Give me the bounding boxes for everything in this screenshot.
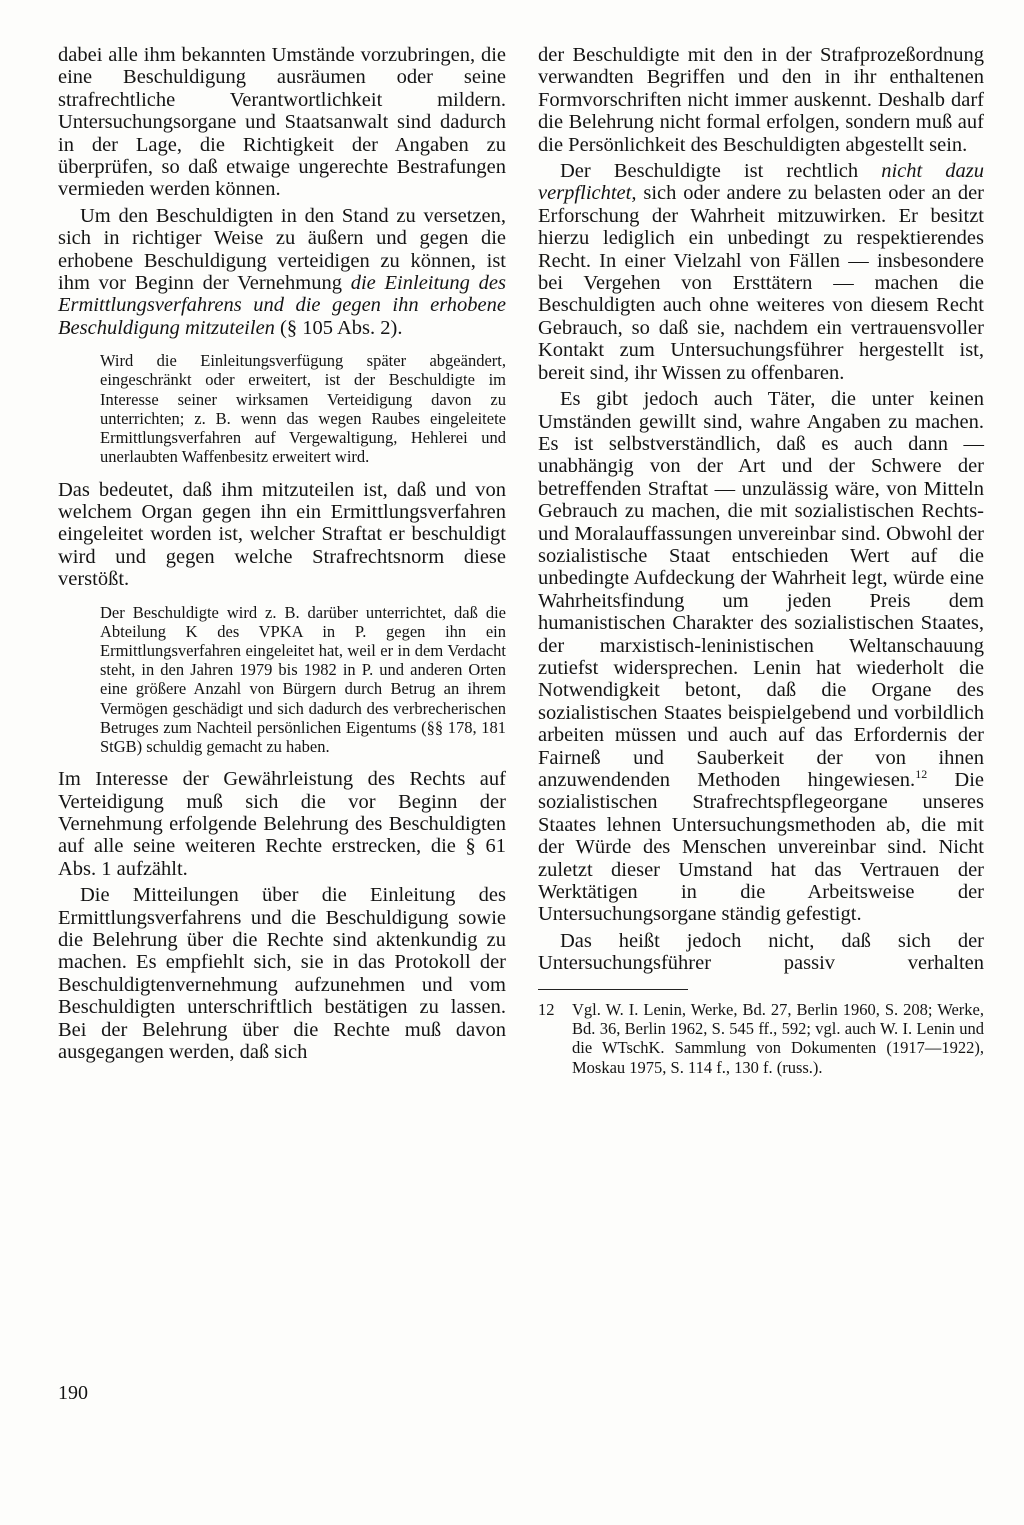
paragraph-text: sich oder andere zu belasten oder an der Erforschung der Wahrheit mitzuwirken. Er besitzt hierzu lediglich ein unbedingt zu respektierendes Recht. In einer Vielzahl von Fällen — insbesondere bei Vergehen von Ersttätern — machen die Beschuldigten auch ohne weiteres von diesem Recht Gebrauch, so daß sie, nachdem ein vertrauensvoller Kontakt zum Untersuchungsführer hergestellt ist, bereit sind, ihr Wissen zu offenbaren. [538,182,984,384]
footnote [538,1000,984,1077]
paragraph [58,205,506,339]
paragraph: Das heißt jedoch nicht, daß sich der Untersuchungsführer passiv verhalten [538,929,984,975]
left-column [58,44,506,1063]
footnote-number: 12 [538,999,555,1019]
right-column [538,44,984,1077]
paragraph: Das bedeutet, daß ihm mitzuteilen ist, daß und von welchem Organ gegen ihn ein Ermittlungsverfahren eingeleitet worden ist, welcher Straftat er beschuldigt wird und gegen welche Strafrechtsnorm diese verstößt. [58,478,506,591]
example-note: Wird die Einleitungsverfügung später abgeändert, eingeschränkt oder erweitert, ist der Beschuldigte im Interesse seiner wirksamen Verteidigung davon zu unterrichten; z. B. wenn das wegen Raubes eingeleitete Ermittlungsverfahren auf Vergewaltigung, Hehlerei und unerlaubten Waffenbesitz erweitert wird. [100,351,506,467]
example-note: Der Beschuldigte wird z. B. darüber unterrichtet, daß die Abteilung K des VPKA in P. gegen ihn ein Ermittlungsverfahren eingeleitet hat, weil er in dem Verdacht steht, in den Jahren 1979 bis 1982 in P. und anderen Orten eine größere Anzahl von Bürgern durch Betrug an ihrem Vermögen geschädigt und sich dadurch des verbrecherischen Betruges zum Nachteil persönlichen Eigentums (§§ 178, 181 StGB) schuldig gemacht zu haben. [100,602,506,756]
paragraph: dabei alle ihm bekannten Umstände vorzubringen, die eine Beschuldigung ausräumen oder seine strafrechtliche Verantwortlichkeit mildern. Untersuchungsorgane und Staatsanwalt sind dadurch in der Lage, die Richtigkeit der Angaben zu überprüfen, so daß etwaige ungerechte Bestrafungen vermieden werden können. [58,44,506,201]
paragraph: Im Interesse der Gewährleistung des Rechts auf Verteidigung muß sich die vor Beginn der Vernehmung erfolgende Belehrung des Beschuldigten auf alle seine weiteren Rechte erstrecken, die § 61 Abs. 1 aufzählt. [58,768,506,880]
footnote-reference: 12 [915,767,928,782]
paragraph-text: Es gibt jedoch auch Täter, die unter keinen Umständen gewillt sind, wahre Angaben zu machen. Es ist selbstverständlich, daß es auch dann —unabhängig von der Art und der Schwere der betreffenden Straftat — unzulässig wäre, von Mitteln Gebrauch zu machen, die mit sozialistischen Rechts- und Moralauffassungen unvereinbar sind. Obwohl der sozialistische Staat entschieden Wert auf die unbedingte Aufdeckung der Wahrheit legt, würde eine Wahrheitsfindung um jeden Preis dem humanistischen Charakter des sozialistischen Staates, der marxistisch-leninistischen Weltanschauung zutiefst widersprechen. Lenin hat wiederholt die Notwendigkeit betont, daß die Organe des sozialistischen Staates beispielgebend und vorbildlich arbeiten müssen und auch auf das Erfordernis der Fairneß und Sauberkeit der von ihnen anzuwendenden Methoden hingewiesen. [538,388,984,791]
footnote-text: Vgl. W. I. Lenin, Werke, Bd. 27, Berlin 1960, S. 208; Werke, Bd. 36, Berlin 1962, S. 545 ff., 592; vgl. auch W. I. Lenin und die WTschK. Sammlung von Dokumenten (1917—1922), Moskau 1975, S. 114 f., 130 f. (russ.). [572,999,984,1077]
emphasis-text: die Einleitung des Ermittlungsverfahrens und die gegen ihn erhobene Beschuldigung mitzuteilen [58,272,506,339]
paragraph-text: (§ 105 Abs. 2). [274,316,403,339]
footnote-divider [538,989,688,990]
paragraph [538,160,984,384]
paragraph-text: Um den Beschuldigten in den Stand zu versetzen, sich in richtiger Weise zu äußern und gegen die erhobene Beschuldigung verteidigen zu können, ist ihm vor Beginn der Vernehmung [58,204,506,295]
paragraph: Die Mitteilungen über die Einleitung des Ermittlungsverfahrens und die Beschuldigung sowie die Belehrung über die Rechte sind aktenkundig zu machen. Es empfiehlt sich, sie in das Protokoll der Beschuldigtenvernehmung aufzunehmen und vom Beschuldigten unterschriftlich bestätigen zu lassen. Bei der Belehrung über die Rechte muß davon ausgegangen werden, daß sich [58,884,506,1064]
paragraph-text: Der Beschuldigte ist rechtlich [560,160,882,183]
paragraph: der Beschuldigte mit den in der Strafprozeßordnung verwandten Begriffen und den in ihr enthaltenen Formvorschriften nicht immer auskennt. Deshalb darf die Belehrung nicht formal erfolgen, sondern muß auf die Persönlichkeit des Beschuldigten abgestellt sein. [538,44,984,156]
paragraph-text: Die sozialistischen Strafrechtspflegeorgane unseres Staates lehnen Untersuchungsmethoden ab, die mit der Würde des Menschen unvereinbar sind. Nicht zuletzt dieser Umstand hat das Vertrauen der Werktätigen in die Arbeitsweise der Untersuchungsorgane ständig gefestigt. [538,769,984,926]
page-number: 190 [58,1382,88,1404]
emphasis-text: nicht dazu verpflichtet, [538,160,985,205]
paragraph [538,388,984,926]
